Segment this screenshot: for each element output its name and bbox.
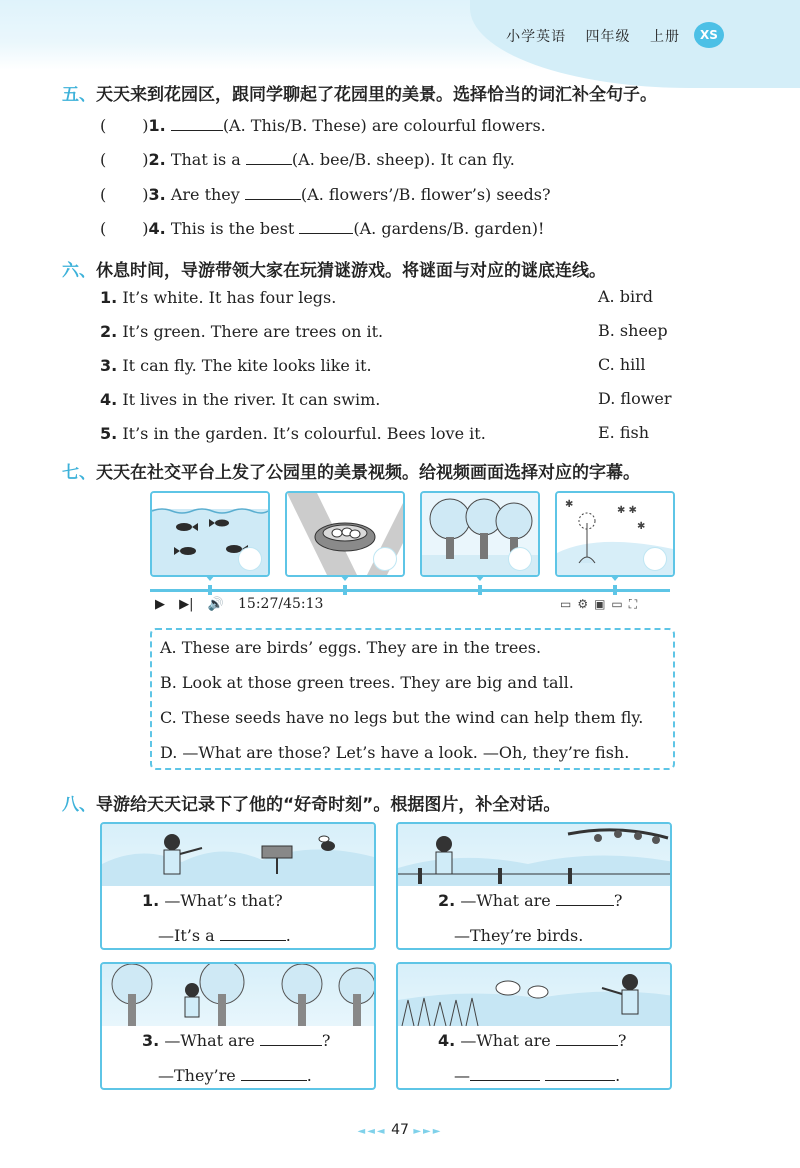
play-icon[interactable]: ▶ — [155, 597, 165, 612]
section-8-title — [62, 790, 560, 815]
riddle-number: 1. — [100, 288, 118, 307]
caption-options-box — [150, 628, 675, 770]
grade-label: 四年级 — [585, 29, 631, 45]
timeline-marker-3[interactable] — [478, 585, 482, 595]
section-6-title — [62, 256, 606, 281]
caption-b[interactable]: B. Look at those green trees. They are big and tall. — [160, 673, 574, 692]
forest-scene-illustration — [102, 964, 374, 1026]
page-number: 47 — [391, 1122, 409, 1138]
caption-c[interactable]: C. These seeds have no legs but the wind can help them fly. — [160, 708, 644, 727]
riddle-text: It lives in the river. It can swim. — [122, 390, 381, 409]
section-5-text: 天天来到花园区，跟同学聊起了花园里的美景。选择恰当的词汇补全句子。 — [96, 85, 657, 105]
section-6-text: 休息时间，导游带领大家在玩猜谜游戏。将谜面与对应的谜底连线。 — [96, 261, 606, 281]
fill-blank[interactable] — [241, 1067, 307, 1081]
dialog-1-question — [142, 891, 283, 910]
item-number: 1. — [148, 116, 166, 135]
question-text: —What are — [460, 891, 551, 910]
bee-scene-illustration — [102, 824, 374, 886]
answer-c[interactable]: C. hill — [598, 355, 646, 374]
riddle-number: 4. — [100, 390, 118, 409]
xs-badge: XS — [694, 22, 724, 48]
item-text-before: That is a — [170, 150, 241, 169]
frame-marker — [238, 547, 262, 571]
paren-open: ( — [100, 116, 107, 135]
dialog-2-answer — [454, 926, 583, 945]
scene-art — [102, 824, 376, 886]
dialog-number: 1. — [142, 891, 160, 910]
time-readout: 15:27/45:13 — [238, 596, 324, 612]
page-footer — [0, 1122, 800, 1138]
item-text: (A. flowers’/B. flower’s) seeds? — [300, 185, 551, 204]
answer-text: —They’re — [158, 1066, 236, 1085]
fill-blank[interactable] — [245, 186, 301, 200]
s5-item-4 — [100, 219, 544, 238]
sheep-scene-illustration — [398, 964, 670, 1026]
dialog-card-4 — [396, 962, 672, 1090]
question-end: ? — [617, 1031, 627, 1050]
answer-e[interactable]: E. fish — [598, 423, 650, 442]
fill-blank[interactable] — [171, 117, 223, 131]
question-text: —What are — [164, 1031, 255, 1050]
item-number: 2. — [148, 150, 166, 169]
riddle-4[interactable] — [100, 390, 380, 409]
section-7-number: 七、 — [62, 463, 96, 483]
paren-close: ) — [142, 185, 149, 204]
item-text: (A. This/B. These) are colourful flowers. — [222, 116, 546, 135]
video-frame-trees[interactable] — [420, 491, 540, 577]
dialog-4-question — [438, 1031, 626, 1050]
dialog-card-3 — [100, 962, 376, 1090]
section-8-number: 八、 — [62, 795, 96, 815]
question-text: —What’s that? — [164, 891, 283, 910]
paren-close: ) — [142, 116, 149, 135]
fill-blank[interactable] — [556, 1032, 618, 1046]
dialog-2-question — [438, 891, 622, 910]
right-arrows-icon: ►►► — [413, 1126, 443, 1137]
dialog-number: 3. — [142, 1031, 160, 1050]
question-text: —What are — [460, 1031, 551, 1050]
scene-art — [398, 964, 672, 1026]
paren-open: ( — [100, 185, 107, 204]
section-6-number: 六、 — [62, 261, 96, 281]
fill-blank[interactable] — [246, 151, 292, 165]
frame-pointer — [340, 575, 350, 581]
paren-open: ( — [100, 150, 107, 169]
fill-blank[interactable] — [470, 1067, 540, 1081]
riddle-5[interactable] — [100, 424, 486, 443]
timeline-marker-2[interactable] — [343, 585, 347, 595]
s5-item-1 — [100, 116, 546, 135]
item-number: 4. — [148, 219, 166, 238]
item-text: (A. gardens/B. garden)! — [353, 219, 545, 238]
dialog-card-2 — [396, 822, 672, 950]
item-text: (A. bee/B. sheep). It can fly. — [291, 150, 515, 169]
riddle-text: It can fly. The kite looks like it. — [122, 356, 372, 375]
section-5-title — [62, 80, 657, 105]
riddle-number: 5. — [100, 424, 118, 443]
timeline-marker-1[interactable] — [208, 585, 212, 595]
frame-pointer — [475, 575, 485, 581]
next-icon[interactable]: ▶| — [179, 597, 194, 612]
caption-a[interactable]: A. These are birds’ eggs. They are in the trees. — [160, 638, 542, 657]
video-frame-nest[interactable] — [285, 491, 405, 577]
dialog-number: 2. — [438, 891, 456, 910]
section-7-text: 天天在社交平台上发了公园里的美景视频。给视频画面选择对应的字幕。 — [96, 463, 640, 483]
player-settings-icons[interactable]: ▭⚙▣▭⛶ — [560, 597, 644, 611]
caption-d[interactable]: D. —What are those? Let’s have a look. —Oh, they’re fish. — [160, 743, 630, 762]
dialog-3-question — [142, 1031, 330, 1050]
fill-blank[interactable] — [299, 220, 353, 234]
answer-text: —It’s a — [158, 926, 215, 945]
answer-d[interactable]: D. flower — [598, 389, 672, 408]
answer-b[interactable]: B. sheep — [598, 321, 668, 340]
riddle-1[interactable] — [100, 288, 336, 307]
dialog-4-answer — [454, 1066, 620, 1085]
dialog-3-answer — [158, 1066, 312, 1085]
frame-marker — [508, 547, 532, 571]
riddle-text: It’s white. It has four legs. — [122, 288, 337, 307]
book-info — [492, 26, 680, 46]
video-frame-fish[interactable] — [150, 491, 270, 577]
question-end: ? — [613, 891, 623, 910]
riddle-text: It’s in the garden. It’s colourful. Bees love it. — [122, 424, 486, 443]
video-frame-dandelion[interactable] — [555, 491, 675, 577]
dialog-card-1 — [100, 822, 376, 950]
answer-end: . — [285, 926, 291, 945]
scene-art — [102, 964, 376, 1026]
fill-blank[interactable] — [260, 1032, 322, 1046]
video-controls — [155, 596, 333, 612]
answer-text: —They’re birds. — [454, 926, 584, 945]
answer-text: — — [454, 1066, 470, 1085]
dialog-1-answer — [158, 926, 291, 945]
frame-pointer — [610, 575, 620, 581]
paren-close: ) — [142, 219, 149, 238]
volume-label: 上册 — [650, 29, 680, 45]
svg-text:✱: ✱ — [565, 499, 574, 510]
volume-icon[interactable]: 🔊 — [207, 597, 224, 612]
fill-blank[interactable] — [545, 1067, 615, 1081]
frame-marker — [643, 547, 667, 571]
birds-scene-illustration — [398, 824, 670, 886]
item-text-before: This is the best — [170, 219, 295, 238]
subject-label: 小学英语 — [506, 29, 567, 45]
answer-end: . — [306, 1066, 312, 1085]
dialog-number: 4. — [438, 1031, 456, 1050]
fill-blank[interactable] — [556, 892, 614, 906]
riddle-number: 2. — [100, 322, 118, 341]
s5-item-2 — [100, 150, 515, 169]
section-7-title — [62, 458, 640, 483]
scene-art — [398, 824, 672, 886]
question-end: ? — [321, 1031, 331, 1050]
frame-marker — [373, 547, 397, 571]
s5-item-3 — [100, 185, 551, 204]
left-arrows-icon: ◄◄◄ — [357, 1126, 387, 1137]
riddle-2[interactable] — [100, 322, 383, 341]
section-8-text: 导游给天天记录下了他的“好奇时刻”。根据图片，补全对话。 — [96, 795, 561, 815]
item-text-before: Are they — [170, 185, 240, 204]
riddle-text: It’s green. There are trees on it. — [122, 322, 384, 341]
video-timeline[interactable] — [150, 589, 670, 592]
timeline-marker-4[interactable] — [613, 585, 617, 595]
answer-a[interactable]: A. bird — [598, 287, 653, 306]
riddle-number: 3. — [100, 356, 118, 375]
section-5-number: 五、 — [62, 85, 96, 105]
svg-text:✱: ✱ — [637, 521, 646, 532]
answer-end: . — [615, 1066, 621, 1085]
paren-close: ) — [142, 150, 149, 169]
riddle-3[interactable] — [100, 356, 372, 375]
item-number: 3. — [148, 185, 166, 204]
svg-text:✱ ✱: ✱ ✱ — [617, 505, 637, 516]
paren-open: ( — [100, 219, 107, 238]
fill-blank[interactable] — [220, 927, 286, 941]
frame-pointer — [205, 575, 215, 581]
